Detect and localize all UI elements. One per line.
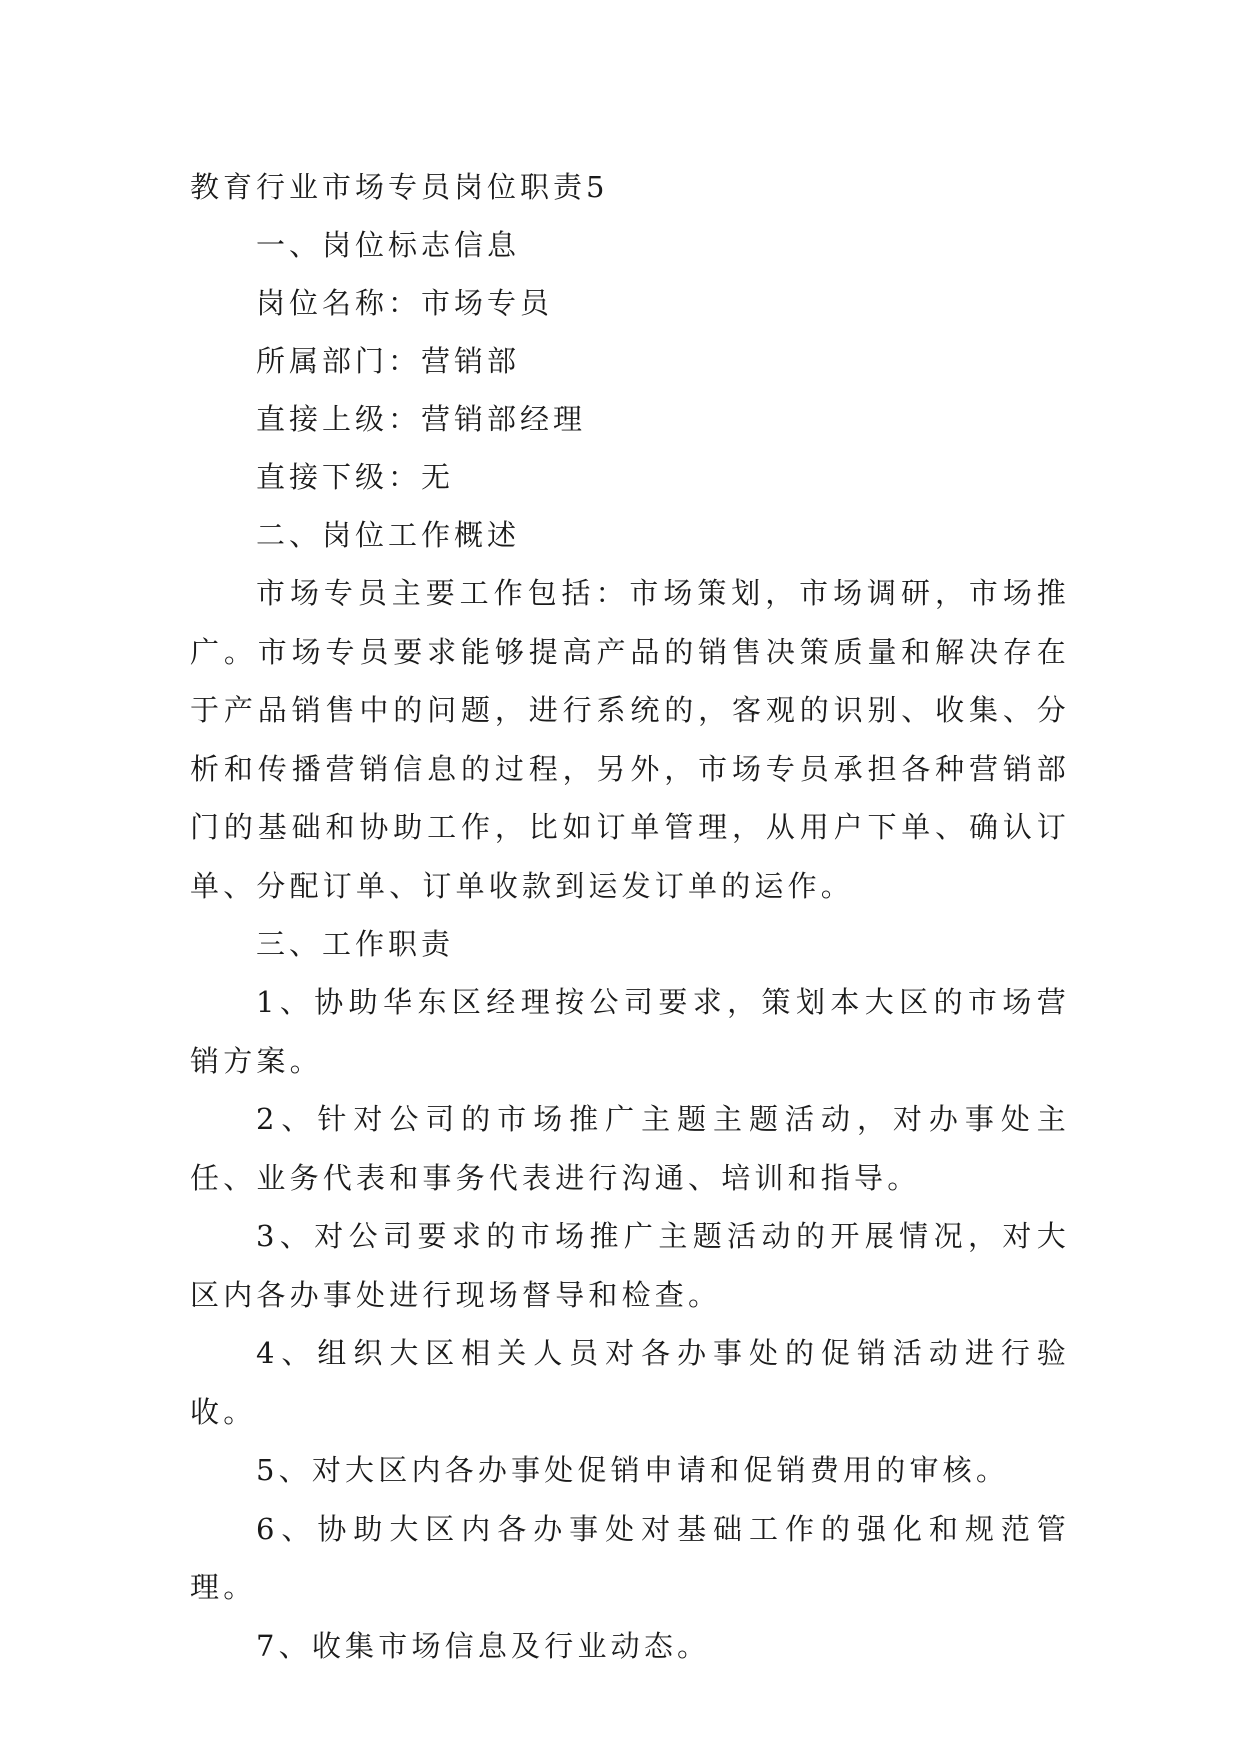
document-body (190, 158, 1070, 1675)
duty-item-3: 3、对公司要求的市场推广主题活动的开展情况，对大区内各办事处进行现场督导和检查。 (190, 1219, 1070, 1312)
document-title: 教育行业市场专员岗位职责5 (190, 170, 609, 204)
duty-item-2: 2、针对公司的市场推广主题主题活动，对办事处主任、业务代表和事务代表进行沟通、培训和指导。 (190, 1102, 1070, 1195)
duty-item-6: 6、协助大区内各办事处对基础工作的强化和规范管理。 (190, 1511, 1070, 1604)
duty-item-7: 7、收集市场信息及行业动态。 (256, 1628, 711, 1663)
duty-item-1: 1、协助华东区经理按公司要求，策划本大区的市场营销方案。 (190, 985, 1070, 1078)
duty-item-4: 4、组织大区相关人员对各办事处的促销活动进行验收。 (190, 1336, 1070, 1429)
field-direct-subordinate: 直接下级：无 (256, 460, 455, 494)
section-heading-1: 一、岗位标志信息 (256, 228, 521, 262)
overview-paragraph: 市场专员主要工作包括：市场策划，市场调研，市场推广。市场专员要求能够提高产品的销售决策质量和解决存在于产品销售中的问题，进行系统的，客观的识别、收集、分析和传播营销信息的过程，另外，市场专员承担各种营销部门的基础和协助工作，比如订单管理，从用户下单、确认订单、分配订单、订单收款到运发订单的运作。 (190, 576, 1070, 903)
field-position-name: 岗位名称：市场专员 (256, 286, 554, 320)
field-department: 所属部门：营销部 (256, 344, 521, 378)
field-direct-superior: 直接上级：营销部经理 (256, 402, 587, 436)
duty-item-5: 5、对大区内各办事处促销申请和促销费用的审核。 (256, 1453, 1010, 1487)
section-heading-2: 二、岗位工作概述 (256, 518, 521, 552)
section-heading-3: 三、工作职责 (256, 927, 455, 961)
